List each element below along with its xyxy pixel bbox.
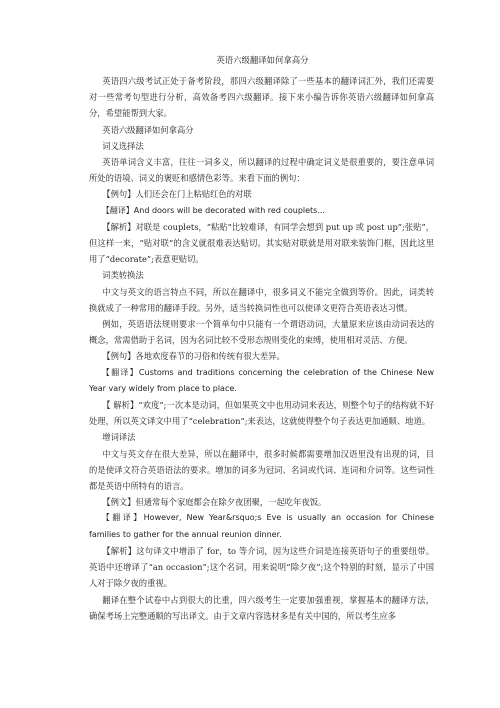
- closing-paragraph: 翻译在整个试卷中占到很大的比重，四六级考生一定要加强重视，掌握基本的翻译方法，确保考场上完整通顺的写出译文。由于文章内容选材多是有关中国的，所以考生应多: [89, 594, 434, 621]
- conversion-paragraph-2: 例如，英语语法规则要求一个简单句中只能有一个谓语动词，大量原来应该由动词表达的概念，常需借助于名词，因为名词比较不受形态规则变化的束缚，使用相对灵活、方便。: [89, 319, 434, 346]
- conversion-paragraph-1: 中文与英文的语言特点不同，所以在翻译中，很多词义不能完全做到等价。因此，词类转换就成了一种常用的翻译手段。另外，适当转换词性也可以使译文更符合英语表达习惯。: [89, 286, 434, 313]
- translation-3: 【翻译】However, New Year&rsquo;s Eve is usually an occasion for Chinese families to gather for the annual reunion dinner.: [89, 513, 434, 539]
- analysis-2: 【 解析】“欢度”;一次本是动词，但如果英文中也用动词来表达，则整个句子的结构就不好处理，所以英文译文中用了“celebration”;来表达，这就使得整个句子表达更加通顺、地道。: [89, 400, 434, 427]
- addition-paragraph: 中文与英文存在很大差异，所以在翻译中，很多时候都需要增加汉语里没有出现的词，目的是使译文符合英语语法的要求。增加的词多为冠词、名词或代词、连词和介词等。这些词性都是英语中所特有的语言。: [89, 448, 434, 492]
- translation-2: 【翻译】Customs and traditions concerning the celebration of the Chinese New Year vary widely from place to place.: [89, 367, 434, 393]
- word-choice-paragraph: 英语单词含义丰富，往往一词多义，所以翻译的过程中确定词义是很重要的，要注意单词所处的语境、词义的褒贬和感情色彩等。来看下面的例句：: [89, 157, 434, 184]
- analysis-3: 【解析】这句译文中增添了 for，to 等介词，因为这些介词是连接英语句子的重要纽带。英语中还增译了“an occasion”;这个名词，用来说明“除夕夜”;这个特别的时刻，显示了中国人对于除夕夜的重视。: [89, 545, 434, 589]
- method-heading-addition: 增词译法: [102, 432, 136, 443]
- example-sentence-1: 【例句】人们还会在门上粘贴红色的对联: [102, 189, 252, 200]
- section-heading: 英语六级翻译如何拿高分: [102, 124, 194, 135]
- document-title: 英语六级翻译如何拿高分: [216, 55, 309, 65]
- translation-1: 【翻译】And doors will be decorated with red couplets...: [101, 205, 325, 215]
- example-sentence-3: 【例文】但通常每个家庭都会在除夕夜团聚，一起吃年夜饭。: [102, 497, 327, 508]
- analysis-1: 【解析】对联是 couplets，“粘贴”比较难译，有同学会想到 put up 或 post up”;张贴”，但这样一来，“贴对联”的含义就很难表达贴切。其实贴对联就是用对联来装饰门框，因此这里用了“decorate”;表意更贴切。: [89, 221, 434, 265]
- method-heading-word-choice: 词义选择法: [102, 140, 144, 151]
- method-heading-conversion: 词类转换法: [102, 270, 144, 281]
- example-sentence-2: 【例句】各地欢度春节的习俗和传统有很大差异。: [102, 351, 285, 362]
- intro-paragraph: 英语四六级考试正处于备考阶段，那四六级翻译除了一些基本的翻译词汇外，我们还需要对一些常考句型进行分析，高效备考四六级翻译。接下来小编告诉你英语六级翻译如何拿高分，希望能帮到大家。: [89, 76, 434, 119]
